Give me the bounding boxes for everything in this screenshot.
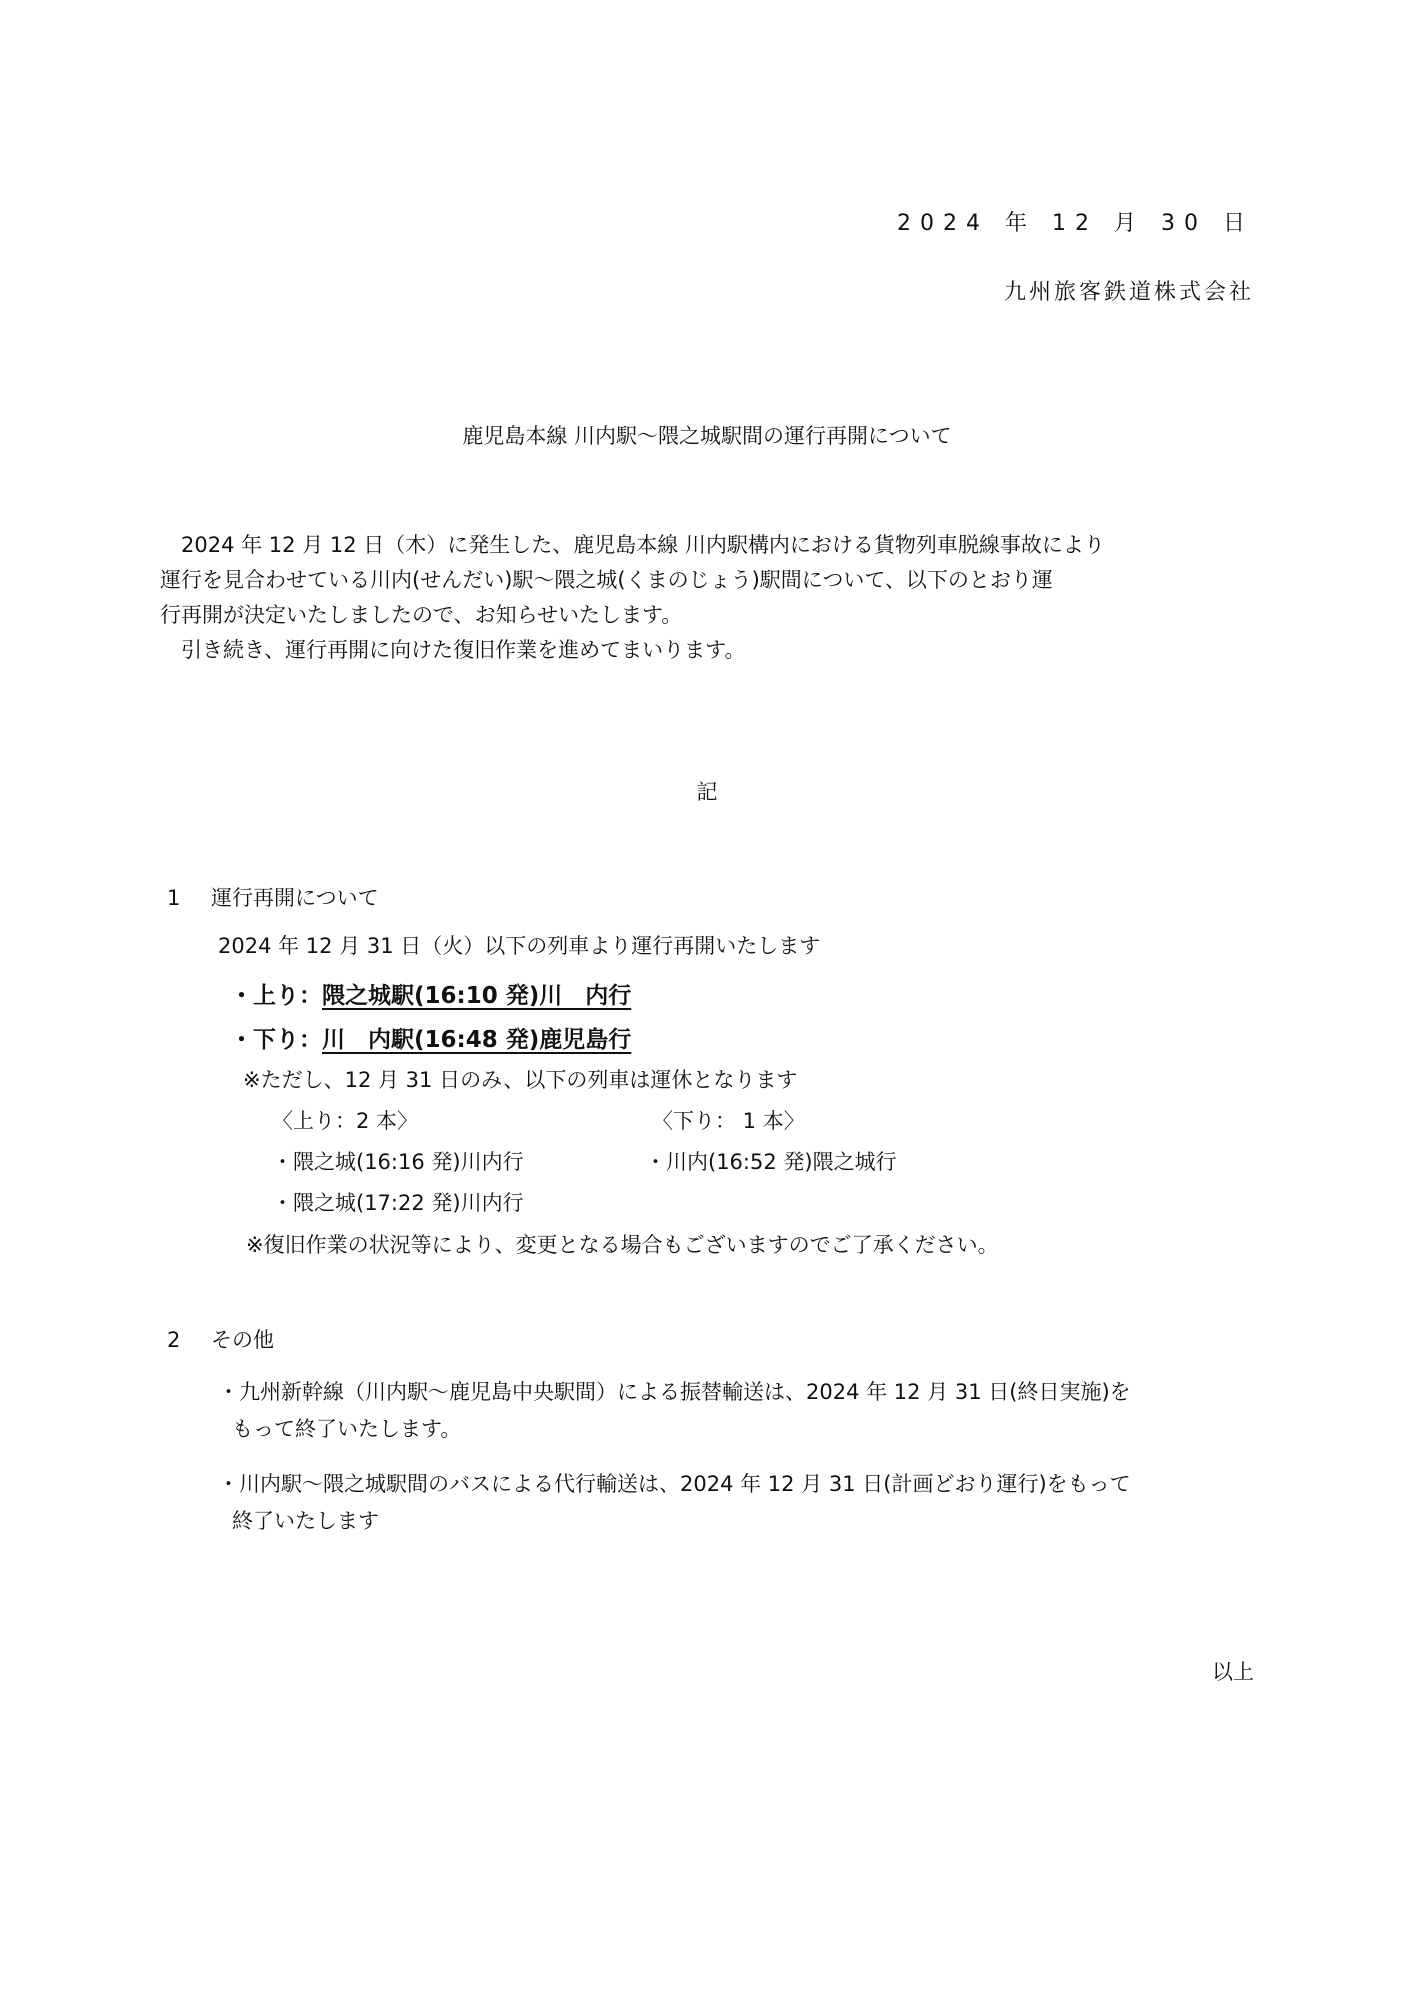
resume-date-line: 2024 年 12 月 31 日（火）以下の列車より運行再開いたします bbox=[218, 934, 821, 958]
other-item-line: ・九州新幹線（川内駅～鹿児島中央駅間）による振替輸送は、2024 年 12 月 31 日(終日実施)を bbox=[218, 1380, 1131, 1404]
other-item-line: もって終了いたします。 bbox=[232, 1417, 462, 1441]
section1-heading bbox=[167, 882, 379, 912]
other-item-bus bbox=[218, 1466, 1131, 1540]
other-item-line: 終了いたします bbox=[232, 1509, 379, 1533]
closing-mark: 以上 bbox=[1212, 1660, 1254, 1684]
cancel-note: ※ただし、12 月 31 日のみ、以下の列車は運休となります bbox=[243, 1068, 798, 1092]
cancel-up-heading: 〈上り：2 本〉 bbox=[272, 1109, 419, 1133]
ki-marker: 記 bbox=[696, 780, 718, 804]
section2-heading bbox=[167, 1324, 274, 1354]
section2-title: その他 bbox=[211, 1328, 274, 1352]
other-item-transfer bbox=[218, 1374, 1131, 1448]
intro-line: 引き続き、運行再開に向けた復旧作業を進めてまいります。 bbox=[160, 638, 746, 662]
train-up-prefix: ・上り： bbox=[230, 983, 322, 1009]
train-down-prefix: ・下り： bbox=[230, 1027, 322, 1053]
cancel-up-item: ・隈之城(17:22 発)川内行 bbox=[272, 1191, 524, 1215]
intro-paragraph bbox=[160, 528, 1260, 668]
intro-line: 行再開が決定いたしましたので、お知らせいたします。 bbox=[160, 603, 683, 627]
train-up bbox=[230, 977, 631, 1010]
intro-line: 運行を見合わせている川内(せんだい)駅～隈之城(くまのじょう)駅間について、以下のとおり運 bbox=[160, 568, 1053, 592]
company-name: 九州旅客鉄道株式会社 bbox=[1003, 280, 1254, 305]
change-note: ※復旧作業の状況等により、変更となる場合もございますのでご了承ください。 bbox=[246, 1233, 999, 1257]
section1-title: 運行再開について bbox=[211, 886, 379, 910]
intro-line: 2024 年 12 月 12 日（木）に発生した、鹿児島本線 川内駅構内における貨物列車脱線事故により bbox=[160, 533, 1105, 557]
train-down bbox=[230, 1021, 631, 1054]
cancel-up-item: ・隈之城(16:16 発)川内行 bbox=[272, 1150, 524, 1174]
section1-number: 1 bbox=[167, 886, 181, 910]
cancel-down-heading: 〈下り： 1 本〉 bbox=[652, 1109, 805, 1133]
other-item-line: ・川内駅～隈之城駅間のバスによる代行輸送は、2024 年 12 月 31 日(計画どおり運行)をもって bbox=[218, 1472, 1131, 1496]
cancel-down-item: ・川内(16:52 発)隈之城行 bbox=[645, 1150, 897, 1174]
document-title: 鹿児島本線 川内駅～隈之城駅間の運行再開について bbox=[462, 424, 952, 448]
issue-date: 2024 年 12 月 30 日 bbox=[897, 211, 1254, 236]
train-down-detail: 川 内駅(16:48 発)鹿児島行 bbox=[322, 1027, 632, 1053]
train-up-detail: 隈之城駅(16:10 発)川 内行 bbox=[322, 983, 632, 1009]
section2-number: 2 bbox=[167, 1328, 181, 1352]
